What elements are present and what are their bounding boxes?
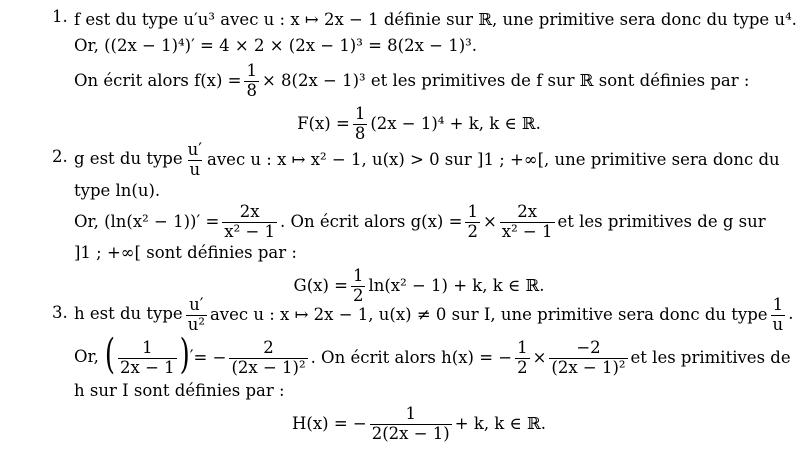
item-number: 2. [52, 147, 68, 166]
fraction: $\frac{u'}{\text{u²}}$ [187, 295, 205, 334]
fraction: $\frac{u'}{u}$ [187, 140, 203, 179]
item-2-line-1: g est du type $\frac{u'}{u}$ avec u : x ↦ x² − 1, u(x) > 0 sur ]1 ; +∞[, une primitive sera donc du [74, 140, 780, 179]
item-2 [52, 140, 780, 308]
item-2-line-3: Or, (ln(x² − 1))′ = $\frac{2x}{\text{x² − 1}}$ . On écrit alors g(x) = $\frac{1}{2}$ × $\frac{2x}{\text{x² − 1}}$ et les primitives de g sur [74, 202, 766, 241]
fraction: $\frac{-2}{\text{(2x − 1)²}}$ [551, 338, 626, 377]
fraction: $\frac{2x}{\text{x² − 1}}$ [224, 202, 276, 241]
item-number: 1. [52, 7, 68, 26]
item-1 [52, 7, 797, 146]
item-2-line-2: type ln(u). [74, 180, 161, 200]
fraction: $\frac{2x}{\text{x² − 1}}$ [501, 202, 553, 241]
item-number: 3. [52, 303, 68, 322]
item-3-formula: H(x) = − $\frac{1}{2(2x - 1)}$ + k, k ∈ ℝ. [292, 404, 546, 443]
item-3-line-2: Or, ( $\frac{1}{2x - 1}$ )′ = − $\frac{2}{\text{(2x − 1)²}}$ . On écrit alors h(x) = − $\frac{1}{2}$ × $\frac{-2}{\text{(2x − 1)²}}$ et les primitives de [74, 330, 791, 379]
fraction: $\frac{1}{2}$ [352, 266, 364, 305]
item-1-line-2: Or, ((2x − 1)⁴)′ = 4 × 2 × (2x − 1)³ = 8(2x − 1)³. [74, 35, 478, 55]
item-2-formula: G(x) = $\frac{1}{2}$ ln(x² − 1) + k, k ∈ ℝ. [293, 266, 545, 305]
fraction: $\frac{1}{8}$ [354, 104, 366, 143]
item-2-line-4: ]1 ; +∞[ sont définies par : [74, 242, 297, 262]
fraction: $\frac{1}{8}$ [246, 61, 257, 100]
fraction: $\frac{1}{2x - 1}$ [120, 338, 175, 377]
item-3-line-3: h sur I sont définies par : [74, 380, 285, 400]
item-1-line-1: f est du type u′u³ avec u : x ↦ 2x − 1 définie sur ℝ, une primitive sera donc du type u⁴. [74, 9, 797, 29]
fraction: $\frac{1}{2(2x - 1)}$ [371, 404, 450, 443]
item-3-line-1: h est du type $\frac{u'}{\text{u²}}$ avec u : x ↦ 2x − 1, u(x) ≠ 0 sur I, une primitive sera donc du type $\frac{1}{u}$ . [74, 295, 794, 334]
fraction: $\frac{2}{\text{(2x − 1)²}}$ [231, 338, 306, 377]
item-1-formula: F(x) = $\frac{1}{8}$ (2x − 1)⁴ + k, k ∈ ℝ. [297, 104, 541, 143]
fraction: $\frac{1}{2}$ [517, 338, 528, 377]
item-1-line-3: On écrit alors f(x) = $\frac{1}{8}$ × 8(2x − 1)³ et les primitives de f sur ℝ sont définies par : [74, 61, 750, 100]
fraction: $\frac{1}{2}$ [467, 202, 478, 241]
fraction: $\frac{1}{u}$ [772, 295, 784, 334]
item-3 [52, 294, 794, 446]
